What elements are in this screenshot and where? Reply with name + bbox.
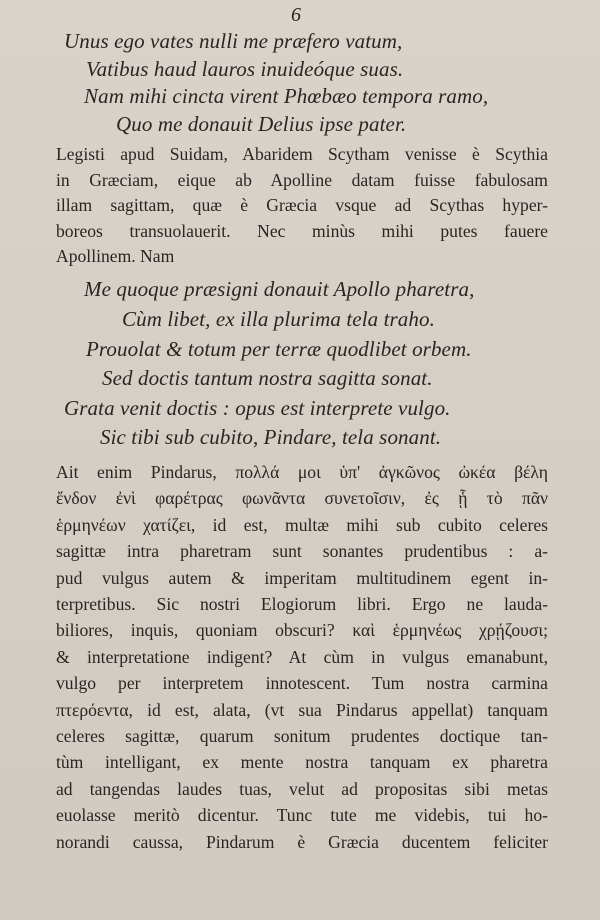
verse-line: Unus ego vates nulli me præfero vatum, [64, 29, 403, 53]
verse-line: Quo me donauit Delius ipse pater. [116, 111, 407, 136]
prose-line: boreos transuolauerit. Nec minùs mihi putes fauere [56, 220, 548, 241]
prose-line: Apollinem. Nam [56, 246, 175, 266]
prose-line: Ait enim Pindarus, πολλά μοι ὑπ' ἀγκῶνος ὠκέα βέλη [56, 461, 548, 482]
page-number: 6 [291, 4, 301, 26]
prose-line: tùm intelligant, ex mente nostra tanquam ex pharetra [56, 752, 548, 773]
verse-line: Nam mihi cincta virent Phœbæo tempora ramo, [84, 84, 489, 109]
prose-line: Legisti apud Suidam, Abaridem Scytham venisse è Scythia [56, 144, 548, 165]
prose-line: illam sagittam, quæ è Græcia vsque ad Scythas hyper- [56, 195, 548, 216]
prose-block-2 [56, 459, 548, 855]
verse-line: Sic tibi sub cubito, Pindare, tela sonant. [100, 425, 442, 450]
verse-line: Sed doctis tantum nostra sagitta sonat. [102, 366, 433, 391]
verse-block-1 [56, 28, 548, 138]
prose-line: πτερόεντα, id est, alata, (vt sua Pindarus appellat) tanquam [56, 699, 548, 720]
verse-line: Vatibus haud lauros inuideóque suas. [86, 56, 404, 81]
verse-line: Grata venit doctis : opus est interprete vulgo. [64, 395, 451, 420]
prose-line: celeres sagittæ, quarum sonitum prudentes doctique tan- [56, 726, 548, 747]
prose-line: ad tangendas laudes tuas, velut ad propositas sibi metas [56, 778, 548, 799]
verse-block-2 [56, 275, 548, 453]
prose-line: in Græciam, eique ab Apolline datam fuisse fabulosam [56, 169, 548, 190]
prose-line: ἑρμηνέων χατίζει, id est, multæ mihi sub cubito celeres [56, 514, 548, 535]
prose-line: biliores, inquis, quoniam obscuri? καὶ ἑρμηνέως χρῄζουσι; [56, 620, 548, 641]
prose-block-1 [56, 142, 548, 269]
prose-line: sagittæ intra pharetram sunt sonantes prudentibus : a- [56, 541, 548, 562]
prose-line: ἔνδον ἐνὶ φαρέτρας φωνᾶντα συνετοῖσιν, ἐς ᾗ τὸ πᾶν [56, 488, 548, 509]
prose-line: vulgo per interpretem innotescent. Tum nostra carmina [56, 673, 548, 694]
verse-line: Prouolat & totum per terræ quodlibet orbem. [86, 336, 472, 361]
prose-line: euolasse meritò dicentur. Tunc tute me videbis, tui ho- [56, 805, 548, 826]
verse-line: Me quoque præsigni donauit Apollo pharetra, [84, 277, 475, 302]
prose-line: terpretibus. Sic nostri Elogiorum libri. Ergo ne lauda- [56, 594, 548, 614]
prose-line: norandi caussa, Pindarum è Græcia ducentem feliciter [56, 831, 548, 852]
verse-line: Cùm libet, ex illa plurima tela traho. [122, 307, 435, 331]
prose-line: & interpretatione indigent? At cùm in vulgus emanabunt, [56, 646, 548, 667]
prose-line: pud vulgus autem & imperitam multitudinem egent in- [56, 567, 548, 588]
